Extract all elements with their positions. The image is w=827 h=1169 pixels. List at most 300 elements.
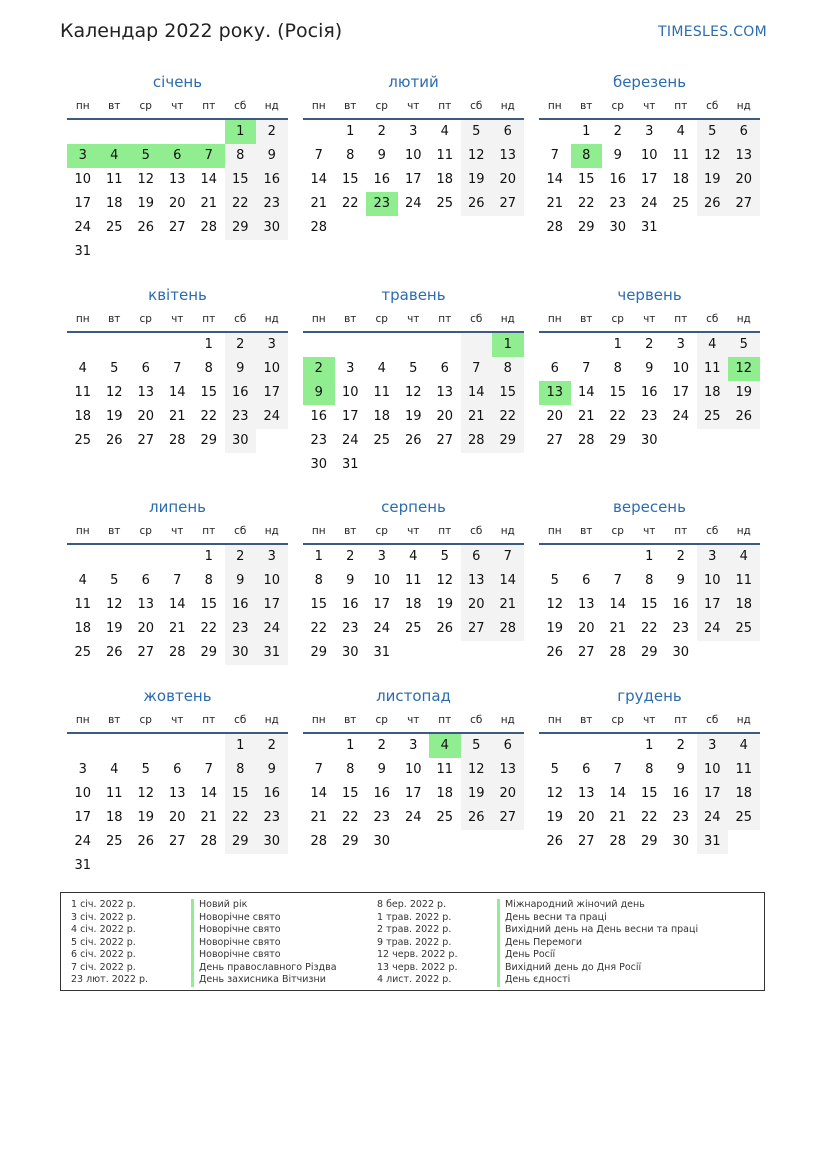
weekday-label: сб: [234, 100, 247, 112]
day-cell: 22: [341, 196, 359, 211]
weekday-label: ср: [611, 714, 624, 726]
day-cell: 2: [225, 545, 257, 569]
day-cell: 26: [697, 192, 729, 216]
day-cell: 26: [461, 192, 493, 216]
day-cell: 21: [168, 621, 186, 636]
day-cell: 16: [310, 409, 328, 424]
day-cell: 10: [256, 357, 288, 381]
day-cell: 9: [676, 762, 685, 777]
day-cell: 14: [609, 597, 627, 612]
month-5: [303, 283, 524, 477]
day-cell: 19: [105, 409, 123, 424]
day-cell: 24: [404, 196, 422, 211]
holiday-day-cell: 8: [571, 144, 603, 168]
month-name: серпень: [381, 498, 446, 516]
day-cell: 18: [672, 172, 690, 187]
day-cell: 4: [728, 734, 760, 758]
day-cell: 14: [461, 381, 493, 405]
day-cell: 7: [314, 148, 323, 163]
legend-date: 23 лют. 2022 р.: [71, 974, 148, 985]
empty-cell: [162, 734, 194, 758]
weekday-label: вт: [580, 525, 593, 537]
legend-date: 3 січ. 2022 р.: [71, 911, 136, 923]
day-cell: 7: [173, 361, 182, 376]
empty-cell: [99, 120, 131, 144]
day-cell: 11: [74, 597, 92, 612]
weekday-label: чт: [171, 313, 184, 325]
empty-cell: [539, 734, 571, 758]
day-cell: 20: [461, 593, 493, 617]
day-cell: 24: [341, 433, 359, 448]
month-name: березень: [612, 73, 687, 91]
empty-cell: [602, 734, 634, 758]
day-cell: 30: [341, 645, 359, 660]
day-cell: 9: [346, 573, 355, 588]
day-cell: 5: [550, 762, 559, 777]
day-cell: 14: [168, 385, 186, 400]
weekday-header: [303, 307, 524, 333]
day-cell: 8: [314, 573, 323, 588]
day-cell: 6: [550, 361, 559, 376]
day-cell: 22: [200, 409, 218, 424]
month-name: липень: [148, 498, 207, 516]
day-cell: 5: [141, 762, 150, 777]
brand-logo[interactable]: TIMESLES.COM: [658, 24, 767, 40]
day-cell: 29: [225, 830, 257, 854]
day-cell: 30: [640, 433, 658, 448]
day-cell: 20: [577, 621, 595, 636]
day-cell: 18: [373, 409, 391, 424]
day-cell: 15: [310, 597, 328, 612]
legend-date: 9 трав. 2022 р.: [377, 936, 452, 948]
day-cell: 3: [256, 333, 288, 357]
day-cell: 17: [256, 381, 288, 405]
legend-date: 2 трав. 2022 р.: [377, 924, 452, 935]
day-cell: 3: [676, 337, 685, 352]
legend-date: 4 лист. 2022 р.: [377, 974, 452, 985]
weekday-label: сб: [470, 525, 483, 537]
weekday-label: ср: [375, 714, 388, 726]
weekday-label: пн: [75, 313, 90, 325]
day-cell: 20: [137, 621, 155, 636]
day-cell: 2: [225, 333, 257, 357]
day-cell: 11: [105, 786, 123, 801]
empty-cell: [67, 120, 99, 144]
day-cell: 26: [436, 621, 454, 636]
day-cell: 10: [74, 786, 92, 801]
days-grid: [539, 545, 760, 665]
month-name: вересень: [613, 498, 686, 516]
day-cell: 9: [676, 573, 685, 588]
day-cell: 14: [200, 786, 218, 801]
month-12: [539, 684, 760, 854]
legend-row: [377, 899, 698, 912]
day-cell: 17: [697, 782, 729, 806]
day-cell: 11: [373, 385, 391, 400]
day-cell: 6: [173, 762, 182, 777]
day-cell: 28: [310, 220, 328, 235]
empty-cell: [461, 333, 493, 357]
day-cell: 28: [609, 645, 627, 660]
day-cell: 19: [728, 381, 760, 405]
day-cell: 26: [728, 405, 760, 429]
day-cell: 15: [341, 786, 359, 801]
weekday-label: чт: [643, 525, 656, 537]
weekday-label: сб: [706, 313, 719, 325]
day-cell: 27: [728, 192, 760, 216]
day-cell: 30: [609, 220, 627, 235]
legend-row: [71, 912, 337, 925]
legend-date: 4 січ. 2022 р.: [71, 924, 136, 935]
day-cell: 19: [404, 409, 422, 424]
day-cell: 18: [74, 621, 92, 636]
day-cell: 11: [436, 762, 454, 777]
holiday-day-cell: 5: [130, 144, 162, 168]
legend-row: [71, 937, 337, 950]
day-cell: 13: [577, 597, 595, 612]
weekday-label: нд: [264, 313, 279, 325]
page-title: Календар 2022 року. (Росія): [60, 20, 343, 42]
day-cell: 18: [436, 786, 454, 801]
day-cell: 7: [582, 361, 591, 376]
day-cell: 2: [377, 124, 386, 139]
day-cell: 9: [613, 148, 622, 163]
legend-row: [377, 924, 698, 937]
empty-cell: [539, 333, 571, 357]
weekday-label: пн: [311, 525, 326, 537]
days-grid: [539, 120, 760, 240]
holiday-day-cell: 1: [492, 333, 524, 357]
weekday-label: ср: [375, 525, 388, 537]
day-cell: 12: [404, 385, 422, 400]
weekday-header: [303, 519, 524, 545]
day-cell: 10: [74, 172, 92, 187]
weekday-label: вт: [108, 313, 121, 325]
day-cell: 28: [461, 429, 493, 453]
day-cell: 20: [728, 168, 760, 192]
day-cell: 8: [613, 361, 622, 376]
day-cell: 26: [137, 834, 155, 849]
empty-cell: [571, 545, 603, 569]
month-2: [303, 70, 524, 240]
day-cell: 24: [373, 621, 391, 636]
holiday-day-cell: 7: [193, 144, 225, 168]
day-cell: 5: [461, 734, 493, 758]
day-cell: 14: [577, 385, 595, 400]
day-cell: 21: [609, 621, 627, 636]
day-cell: 29: [225, 216, 257, 240]
day-cell: 15: [609, 385, 627, 400]
weekday-label: ср: [139, 313, 152, 325]
day-cell: 23: [225, 617, 257, 641]
day-cell: 7: [613, 762, 622, 777]
day-cell: 31: [341, 457, 359, 472]
day-cell: 21: [577, 409, 595, 424]
weekday-label: сб: [706, 714, 719, 726]
weekday-label: сб: [706, 525, 719, 537]
day-cell: 7: [550, 148, 559, 163]
day-cell: 4: [697, 333, 729, 357]
day-cell: 7: [461, 357, 493, 381]
day-cell: 17: [640, 172, 658, 187]
day-cell: 17: [74, 196, 92, 211]
day-cell: 11: [105, 172, 123, 187]
legend-date: 12 черв. 2022 р.: [377, 949, 458, 960]
day-cell: 27: [546, 433, 564, 448]
day-cell: 10: [373, 573, 391, 588]
weekday-label: чт: [407, 525, 420, 537]
empty-cell: [571, 734, 603, 758]
month-name: травень: [381, 286, 446, 304]
day-cell: 3: [346, 361, 355, 376]
day-cell: 6: [582, 573, 591, 588]
day-cell: 23: [256, 192, 288, 216]
day-cell: 28: [200, 834, 218, 849]
day-cell: 24: [256, 617, 288, 641]
empty-cell: [99, 333, 131, 357]
day-cell: 16: [256, 782, 288, 806]
legend-holiday-name: День єдності: [497, 974, 570, 987]
day-cell: 9: [645, 361, 654, 376]
holiday-day-cell: 4: [429, 734, 461, 758]
day-cell: 25: [436, 810, 454, 825]
legend-holiday-name: День Перемоги: [497, 937, 582, 950]
legend-row: [377, 962, 698, 975]
day-cell: 16: [672, 786, 690, 801]
weekday-label: пн: [547, 525, 562, 537]
legend-row: [377, 974, 698, 987]
weekday-header: [539, 519, 760, 545]
day-cell: 18: [436, 172, 454, 187]
legend-holiday-name: Новорічне свято: [191, 924, 281, 937]
legend-row: [71, 962, 337, 975]
weekday-label: чт: [407, 100, 420, 112]
day-cell: 25: [697, 405, 729, 429]
day-cell: 10: [640, 148, 658, 163]
day-cell: 11: [74, 385, 92, 400]
legend-date: 5 січ. 2022 р.: [71, 936, 136, 948]
day-cell: 15: [492, 381, 524, 405]
legend-date: 6 січ. 2022 р.: [71, 949, 136, 960]
weekday-label: чт: [643, 714, 656, 726]
empty-cell: [193, 734, 225, 758]
weekday-label: чт: [407, 313, 420, 325]
day-cell: 1: [204, 549, 213, 564]
day-cell: 21: [168, 409, 186, 424]
day-cell: 27: [577, 834, 595, 849]
weekday-label: пт: [674, 100, 688, 112]
weekday-label: сб: [706, 100, 719, 112]
day-cell: 13: [137, 597, 155, 612]
day-cell: 20: [436, 409, 454, 424]
legend-row: [71, 899, 337, 912]
day-cell: 15: [200, 385, 218, 400]
day-cell: 22: [310, 621, 328, 636]
weekday-label: нд: [264, 714, 279, 726]
day-cell: 1: [225, 734, 257, 758]
day-cell: 21: [310, 196, 328, 211]
day-cell: 8: [225, 144, 257, 168]
day-cell: 30: [256, 216, 288, 240]
day-cell: 27: [492, 192, 524, 216]
weekday-label: нд: [736, 100, 751, 112]
day-cell: 28: [492, 617, 524, 641]
day-cell: 25: [105, 834, 123, 849]
day-cell: 12: [461, 144, 493, 168]
days-grid: [67, 120, 288, 264]
legend-row: [71, 949, 337, 962]
weekday-label: чт: [643, 100, 656, 112]
day-cell: 23: [672, 810, 690, 825]
weekday-label: пн: [311, 313, 326, 325]
weekday-header: [67, 519, 288, 545]
weekday-label: вт: [108, 100, 121, 112]
day-cell: 5: [697, 120, 729, 144]
day-cell: 30: [225, 429, 257, 453]
day-cell: 7: [204, 762, 213, 777]
legend-row: [71, 974, 337, 987]
day-cell: 11: [697, 357, 729, 381]
day-cell: 9: [377, 762, 386, 777]
day-cell: 16: [225, 381, 257, 405]
legend-holiday-name: Новорічне свято: [191, 937, 281, 950]
day-cell: 15: [225, 782, 257, 806]
day-cell: 14: [200, 172, 218, 187]
weekday-header: [67, 94, 288, 120]
day-cell: 18: [404, 597, 422, 612]
day-cell: 19: [137, 810, 155, 825]
day-cell: 27: [168, 834, 186, 849]
days-grid: [67, 734, 288, 878]
day-cell: 27: [461, 617, 493, 641]
day-cell: 27: [436, 433, 454, 448]
day-cell: 30: [225, 641, 257, 665]
day-cell: 2: [676, 738, 685, 753]
day-cell: 17: [404, 786, 422, 801]
day-cell: 5: [440, 549, 449, 564]
day-cell: 11: [404, 573, 422, 588]
day-cell: 28: [310, 834, 328, 849]
empty-cell: [398, 333, 430, 357]
day-cell: 2: [256, 734, 288, 758]
day-cell: 3: [78, 762, 87, 777]
weekday-label: вт: [580, 313, 593, 325]
day-cell: 29: [200, 433, 218, 448]
days-grid: [303, 333, 524, 477]
day-cell: 20: [546, 409, 564, 424]
day-cell: 6: [492, 734, 524, 758]
day-cell: 12: [436, 573, 454, 588]
day-cell: 28: [168, 433, 186, 448]
holiday-day-cell: 6: [162, 144, 194, 168]
weekday-label: сб: [470, 714, 483, 726]
day-cell: 13: [168, 172, 186, 187]
day-cell: 27: [492, 806, 524, 830]
day-cell: 16: [373, 172, 391, 187]
day-cell: 18: [728, 593, 760, 617]
day-cell: 29: [640, 834, 658, 849]
day-cell: 5: [550, 573, 559, 588]
holiday-legend: [60, 892, 765, 991]
day-cell: 13: [137, 385, 155, 400]
empty-cell: [67, 545, 99, 569]
day-cell: 4: [377, 361, 386, 376]
empty-cell: [193, 120, 225, 144]
weekday-label: чт: [643, 313, 656, 325]
day-cell: 18: [728, 782, 760, 806]
day-cell: 18: [74, 409, 92, 424]
weekday-header: [303, 94, 524, 120]
day-cell: 31: [697, 830, 729, 854]
weekday-label: нд: [736, 313, 751, 325]
day-cell: 26: [546, 645, 564, 660]
day-cell: 6: [492, 120, 524, 144]
weekday-label: пн: [75, 100, 90, 112]
weekday-label: ср: [611, 100, 624, 112]
day-cell: 7: [613, 573, 622, 588]
day-cell: 13: [168, 786, 186, 801]
month-1: [67, 70, 288, 264]
day-cell: 8: [346, 762, 355, 777]
day-cell: 25: [404, 621, 422, 636]
day-cell: 6: [141, 573, 150, 588]
empty-cell: [539, 120, 571, 144]
day-cell: 30: [672, 645, 690, 660]
empty-cell: [303, 120, 335, 144]
day-cell: 18: [105, 196, 123, 211]
weekday-label: пт: [202, 313, 216, 325]
day-cell: 14: [492, 569, 524, 593]
day-cell: 15: [225, 168, 257, 192]
day-cell: 1: [314, 549, 323, 564]
empty-cell: [99, 734, 131, 758]
day-cell: 26: [546, 834, 564, 849]
day-cell: 12: [137, 786, 155, 801]
day-cell: 6: [582, 762, 591, 777]
weekday-label: вт: [580, 714, 593, 726]
weekday-label: пт: [674, 525, 688, 537]
day-cell: 1: [204, 337, 213, 352]
day-cell: 15: [577, 172, 595, 187]
legend-holiday-name: День Росії: [497, 949, 555, 962]
holiday-day-cell: 23: [366, 192, 398, 216]
day-cell: 19: [461, 168, 493, 192]
empty-cell: [303, 333, 335, 357]
days-grid: [539, 734, 760, 854]
day-cell: 23: [672, 621, 690, 636]
weekday-label: чт: [171, 525, 184, 537]
legend-date: 8 бер. 2022 р.: [377, 899, 447, 910]
empty-cell: [130, 120, 162, 144]
weekday-header: [539, 94, 760, 120]
day-cell: 18: [105, 810, 123, 825]
day-cell: 17: [373, 597, 391, 612]
day-cell: 4: [110, 762, 119, 777]
empty-cell: [162, 545, 194, 569]
day-cell: 11: [728, 758, 760, 782]
legend-date: 7 січ. 2022 р.: [71, 961, 136, 973]
empty-cell: [303, 734, 335, 758]
weekday-label: пн: [311, 100, 326, 112]
day-cell: 9: [377, 148, 386, 163]
day-cell: 1: [346, 738, 355, 753]
day-cell: 23: [225, 405, 257, 429]
days-grid: [303, 545, 524, 665]
day-cell: 2: [676, 549, 685, 564]
day-cell: 30: [672, 834, 690, 849]
day-cell: 12: [546, 786, 564, 801]
day-cell: 23: [609, 196, 627, 211]
